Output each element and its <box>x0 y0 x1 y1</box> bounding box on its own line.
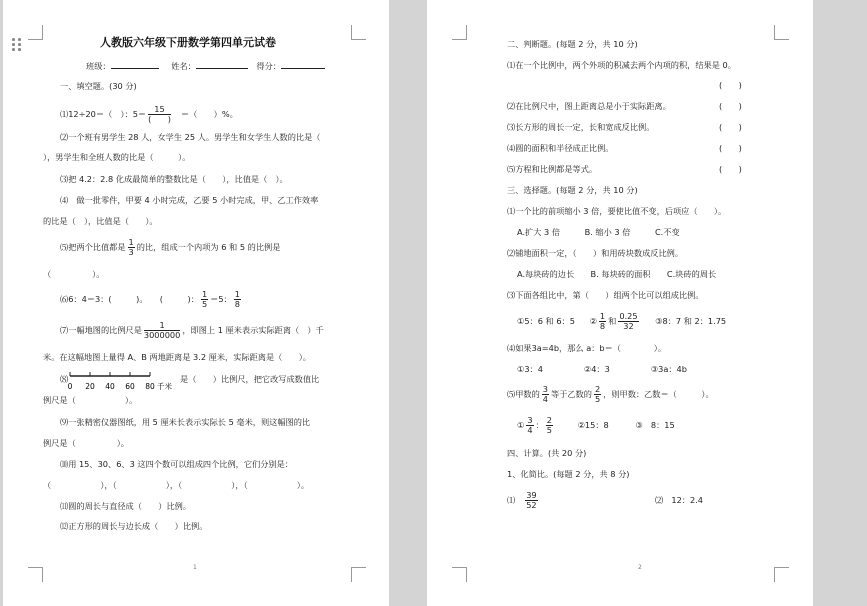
choice-5-option-2: ②15：8 <box>577 420 609 430</box>
q7-part-b: ，即图上 1 厘米表示实际距离（ ）千 <box>182 325 324 335</box>
choice-3-fraction-2 <box>618 312 638 331</box>
choice-5-options <box>517 413 675 437</box>
margin-corner-bottom-right <box>774 567 789 582</box>
choice-5-denominator-3: 4 <box>527 425 533 435</box>
judge-5-answer[interactable]: ( ) <box>719 164 742 174</box>
choice-5-part-c: ，则甲数：乙数＝（ ）。 <box>603 389 714 399</box>
choice-1-options: A.扩大 3 倍 B. 缩小 3 倍 C.不变 <box>517 227 680 237</box>
document-page-1 <box>3 0 389 606</box>
judge-3-answer[interactable]: ( ) <box>719 122 742 132</box>
scale-label-60: 60 <box>125 382 135 391</box>
calc-2: ⑵ 12：2.4 <box>655 495 704 505</box>
margin-corner-bottom-left <box>28 567 43 582</box>
class-label: 班级： <box>86 61 111 71</box>
judge-1-answer[interactable]: ( ) <box>719 80 742 90</box>
exam-title: 人教版六年级下册数学第四单元试卷 <box>100 36 276 49</box>
choice-5-denominator-1: 4 <box>542 394 548 404</box>
calc-1 <box>507 488 540 512</box>
choice-3-option-3: ③8：7 和 2：1.75 <box>655 316 727 326</box>
page-number-1: 1 <box>193 564 197 571</box>
class-blank[interactable] <box>111 59 159 69</box>
q5-denominator: 3 <box>128 247 134 257</box>
calc-1-label: ⑴ <box>507 495 516 505</box>
choice-5-numerator-3: 3 <box>527 415 533 425</box>
question-7-line-2: 米。在这幅地图上量得 A、B 两地距离是 3.2 厘米，实际距离是（ ）。 <box>43 352 311 362</box>
choice-5-numerator-1: 3 <box>542 384 548 394</box>
choice-3-options <box>517 309 726 333</box>
calc-1-denominator: 52 <box>526 500 537 510</box>
calc-1-fraction <box>525 491 537 510</box>
choice-3-option-2 <box>589 311 641 331</box>
score-label: 得分： <box>256 61 281 71</box>
drag-handle-icon[interactable] <box>12 38 24 52</box>
scale-label-0: 0 <box>67 382 73 391</box>
section-calc-heading: 四、计算。(共 20 分) <box>507 448 587 458</box>
q7-scale-fraction <box>144 321 180 340</box>
choice-5-fraction-1 <box>542 385 549 404</box>
question-5-line-1 <box>60 236 280 258</box>
q8-label: ⑻ <box>60 374 69 384</box>
choice-3-denominator-2: 32 <box>623 321 634 331</box>
choice-5-fraction-3 <box>526 416 533 435</box>
line-scale-bar <box>33 371 187 393</box>
judge-4-answer[interactable]: ( ) <box>719 143 742 153</box>
margin-corner-bottom-left <box>452 567 467 582</box>
question-7-line-1 <box>60 319 324 341</box>
q5-fraction <box>128 238 135 257</box>
q6-numerator-2: 1 <box>234 289 240 299</box>
choice-4: ⑷如果3a=4b，那么 a：b＝（ ）。 <box>507 343 667 353</box>
q5-part-b: 的比，组成一个内项为 6 和 5 的比例是 <box>136 242 281 252</box>
choice-5-option-1-colon: ： <box>535 420 544 430</box>
margin-corner-top-left <box>28 25 43 40</box>
name-label: 姓名： <box>171 61 196 71</box>
choice-5-option-1 <box>517 415 555 435</box>
question-8-line-1: 是（ ）比例尺，把它改写成数值比 <box>180 374 320 384</box>
q6-fraction-2 <box>234 290 241 309</box>
choice-2-options: A.每块砖的边长 B. 每块砖的面积 C.块砖的周长 <box>517 269 717 279</box>
choice-5-fraction-2 <box>594 385 601 404</box>
question-2-line-1: ⑵一个班有男学生 28 人，女学生 25 人。男学生和女学生人数的比是（ <box>60 132 321 142</box>
choice-5-option-1-marker: ① <box>517 420 525 430</box>
choice-2: ⑵铺地面积一定，（ ）和用砖块数成反比例。 <box>507 248 684 258</box>
calc-1-numerator: 39 <box>526 490 537 500</box>
judge-4: ⑷圆的面积和半径成正比例。 <box>507 143 614 153</box>
choice-5-fraction-4 <box>546 416 553 435</box>
question-4-line-1: ⑷ 做一批零件，甲要 4 小时完成，乙要 5 小时完成，甲、乙工作效率 <box>60 195 319 205</box>
choice-3-option-2-marker: ② <box>589 316 597 326</box>
q6-part-a: ⑹6：4＝3：( )。 ( )： <box>60 294 199 304</box>
q1-part-b: ＝（ ）%。 <box>180 109 238 119</box>
section-fill-blank-heading: 一、填空题。(30 分) <box>60 81 137 91</box>
question-2-line-2: ），男学生和全班人数的比是（ ）。 <box>43 152 191 162</box>
margin-corner-bottom-right <box>351 567 366 582</box>
question-9-line-2: 例尺是（ ）。 <box>43 438 129 448</box>
q1-fraction <box>148 105 171 124</box>
question-10-line-1: ⑽用 15、30、6、3 这四个数可以组成四个比例，它们分别是： <box>60 459 293 469</box>
choice-3-denominator-1: 8 <box>599 321 606 331</box>
scale-label-20: 20 <box>85 382 95 391</box>
q7-part-a: ⑺一幅地图的比例尺是 <box>60 325 142 335</box>
choice-5-part-a: ⑸甲数的 <box>507 389 540 399</box>
q6-numerator-1: 1 <box>201 289 208 299</box>
margin-corner-top-left <box>452 25 467 40</box>
q6-denominator-2: 8 <box>234 299 240 309</box>
question-6 <box>60 288 243 310</box>
choice-5-option-3: ③ 8：15 <box>635 420 675 430</box>
page-number-2: 2 <box>638 564 642 571</box>
question-8-line-2: 例尺是（ ）。 <box>43 395 138 405</box>
judge-2: ⑵在比例尺中，图上距离总是小于实际距离。 <box>507 101 671 111</box>
scale-unit: 千米 <box>157 382 172 391</box>
choice-3-numerator-2: 0.25 <box>619 311 638 321</box>
q1-numerator: 15 <box>148 105 171 115</box>
choice-4-options: ①3：4 ②4：3 ③3a：4b <box>517 364 687 374</box>
section-choice-heading: 三、选择题。(每题 2 分，共 10 分) <box>507 185 638 195</box>
q5-part-a: ⑸把两个比值都是 <box>60 242 126 252</box>
q6-fraction-1 <box>201 290 208 309</box>
margin-corner-top-right <box>774 25 789 40</box>
judge-5: ⑸方程和比例都是等式。 <box>507 164 598 174</box>
q6-denominator-1: 5 <box>201 299 208 309</box>
question-11: ⑾圆的周长与直径成（ ）比例。 <box>60 501 192 511</box>
document-page-2 <box>427 0 813 606</box>
margin-corner-top-right <box>351 25 366 40</box>
score-blank[interactable] <box>281 59 325 69</box>
choice-3-numerator-1: 1 <box>599 311 606 321</box>
question-4-line-2: 的比是（ ），比值是（ ）。 <box>43 216 158 226</box>
scale-label-80: 80 <box>145 382 155 391</box>
choice-5-numerator-4: 2 <box>546 415 552 425</box>
q5-numerator: 1 <box>128 237 134 247</box>
name-blank[interactable] <box>196 59 248 69</box>
choice-5-denominator-2: 5 <box>594 394 601 404</box>
choice-3-fraction-1 <box>599 312 606 331</box>
section-judgement-heading: 二、判断题。(每题 2 分，共 10 分) <box>507 39 638 49</box>
q7-denominator: 3000000 <box>143 330 181 340</box>
judge-1: ⑴在一个比例中，两个外项的积减去两个内项的积，结果是 0。 <box>507 60 736 70</box>
choice-5-part-b: 等于乙数的 <box>550 389 592 399</box>
question-3: ⑶把 4.2：2.8 化成最简单的整数比是（ ），比值是（ ）。 <box>60 174 288 184</box>
q1-denominator: ( ) <box>148 114 171 124</box>
choice-5 <box>507 382 714 406</box>
q1-part-a: ⑴12÷20＝（ ）：5＝ <box>60 109 147 119</box>
question-1 <box>60 103 238 125</box>
question-12: ⑿正方形的周长与边长成（ ）比例。 <box>60 521 208 531</box>
judge-3: ⑶长方形的周长一定，长和宽成反比例。 <box>507 122 655 132</box>
q7-numerator: 1 <box>144 321 180 331</box>
question-9-line-1: ⑼一张精密仪器图纸，用 5 厘米长表示实际长 5 毫米，则这幅图的比 <box>60 417 311 427</box>
calc-sub-heading: 1、化简比。(每题 2 分，共 8 分) <box>507 469 630 479</box>
student-info-line <box>86 59 325 72</box>
page-gap <box>414 0 424 606</box>
question-5-line-2: （ ）。 <box>43 269 105 279</box>
choice-1: ⑴一个比的前项缩小 3 倍，要使比值不变，后项应（ ）。 <box>507 206 727 216</box>
choice-3: ⑶下面各组比中，第（ ）组两个比可以组成比例。 <box>507 290 704 300</box>
question-10-line-2: （ ），（ ），（ ），（ ）。 <box>43 480 310 490</box>
q6-part-b: ＝5： <box>210 294 232 304</box>
judge-2-answer[interactable]: ( ) <box>719 101 742 111</box>
choice-5-denominator-4: 5 <box>546 425 552 435</box>
choice-3-option-1: ①5：6 和 6：5 <box>517 316 575 326</box>
scale-label-40: 40 <box>105 382 115 391</box>
choice-3-and: 和 <box>608 316 617 326</box>
choice-5-numerator-2: 2 <box>594 384 601 394</box>
